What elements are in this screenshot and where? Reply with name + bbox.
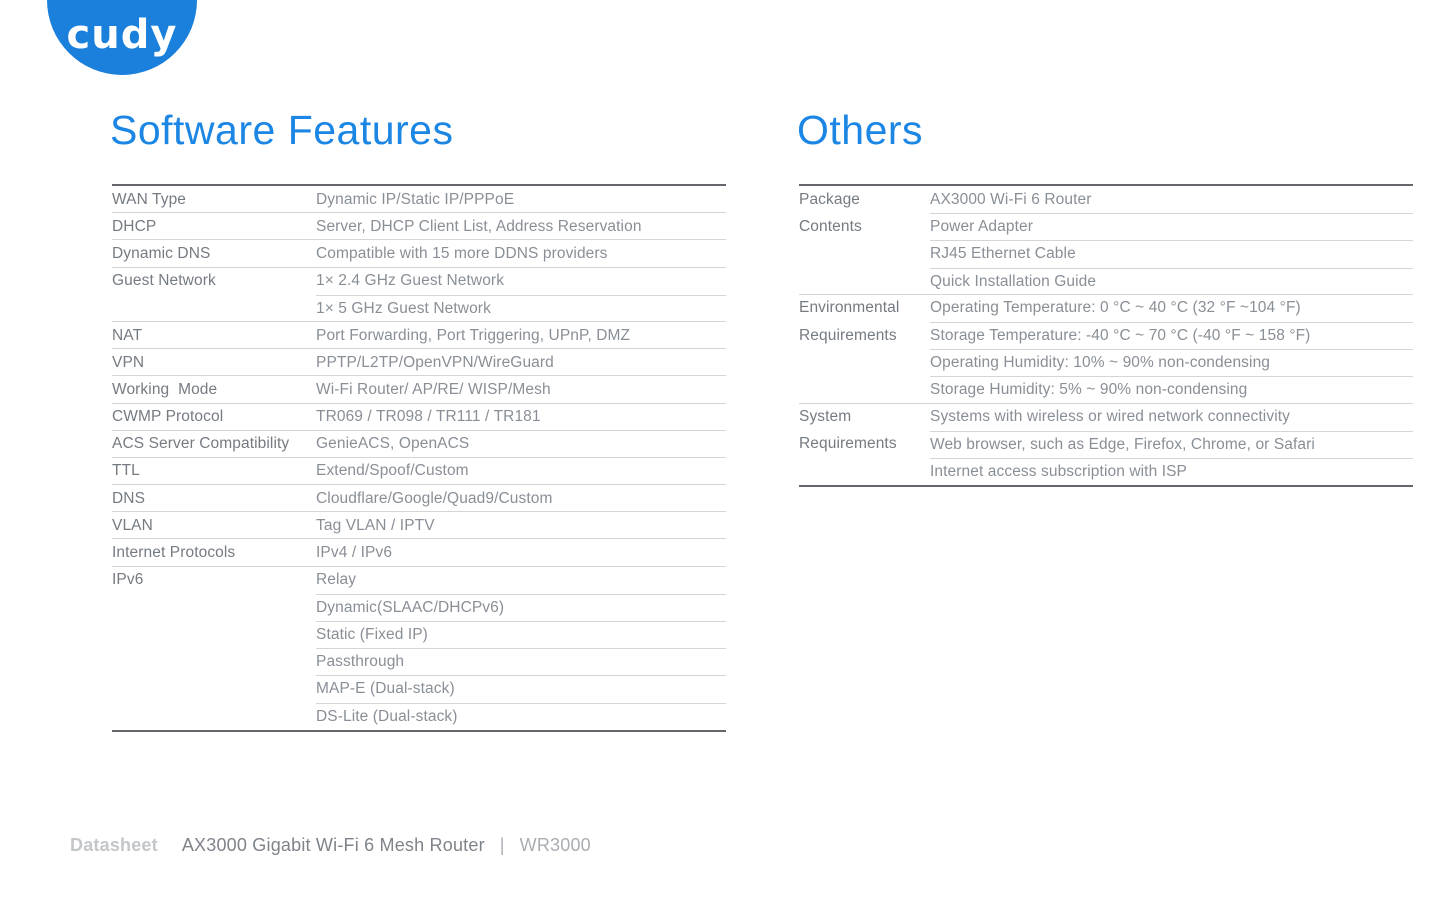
row-value: Storage Temperature: -40 °C ~ 70 °C (-40 °F ~ 158 °F) [930,327,1311,345]
row-label [112,376,316,403]
label-line: Dynamic DNS [112,244,211,262]
cudy-logo [47,0,197,75]
label-line: System [799,408,852,426]
table-row [930,349,1413,376]
spec-group [112,375,726,403]
spec-group [799,403,1413,486]
table-row [316,404,726,431]
table-row [316,295,726,322]
row-value: Static (Fixed IP) [316,626,428,644]
group-rows [316,322,726,349]
row-value: Passthrough [316,653,405,671]
row-label [799,295,930,404]
footer-separator: | [499,835,505,855]
group-rows [316,349,726,376]
footer [70,835,591,856]
row-value: Tag VLAN / IPTV [316,516,435,534]
spec-group [112,484,726,512]
label-line: DHCP [112,217,157,235]
row-label [112,539,316,566]
table-row [930,431,1413,458]
label-line: DNS [112,489,146,507]
row-value: MAP-E (Dual-stack) [316,680,455,698]
row-value: Operating Humidity: 10% ~ 90% non-condensing [930,354,1271,372]
row-label [112,349,316,376]
label-line: Requirements [799,435,897,453]
row-value: Cloudflare/Google/Quad9/Custom [316,489,553,507]
label-line: Internet Protocols [112,544,236,562]
table-row [316,675,726,702]
row-label [799,186,930,295]
footer-model: WR3000 [519,835,591,855]
label-line: Package [799,190,861,208]
label-line: VLAN [112,516,153,534]
row-value: Storage Humidity: 5% ~ 90% non-condensing [930,381,1248,399]
row-value: Server, DHCP Client List, Address Reservation [316,217,642,235]
table-row [316,458,726,485]
label-line: ACS Server Compatibility [112,435,290,453]
spec-group [112,321,726,349]
footer-doc-type: Datasheet [70,835,158,855]
table-row [316,648,726,675]
group-rows [316,240,726,267]
row-label [112,404,316,431]
row-value: DS-Lite (Dual-stack) [316,707,458,725]
row-label [112,322,316,349]
table-row [316,485,726,512]
row-value: GenieACS, OpenACS [316,435,470,453]
group-rows [316,404,726,431]
label-line: Requirements [799,326,897,344]
table-row [316,376,726,403]
row-value: Power Adapter [930,218,1033,236]
table-row [930,322,1413,349]
table-row [316,431,726,458]
row-value: AX3000 Wi-Fi 6 Router [930,190,1092,208]
label-line: IPv6 [112,571,144,589]
group-rows [316,485,726,512]
group-rows [316,213,726,240]
row-value: RJ45 Ethernet Cable [930,245,1076,263]
others-table [799,184,1413,487]
group-rows [316,376,726,403]
label-line: CWMP Protocol [112,408,224,426]
spec-group [112,511,726,539]
table-row [316,268,726,295]
group-rows [316,186,726,213]
table-row [316,703,726,730]
label-line: WAN Type [112,190,187,208]
section-title-software-features: Software Features [110,107,454,153]
table-row [316,186,726,213]
row-label [112,213,316,240]
row-value: Port Forwarding, Port Triggering, UPnP, DMZ [316,326,631,344]
spec-group [799,294,1413,404]
table-row [316,539,726,566]
table-row [316,512,726,539]
table-row [316,240,726,267]
row-label [112,512,316,539]
section-title-others: Others [797,107,924,153]
row-value: Quick Installation Guide [930,272,1097,290]
label-line: VPN [112,353,145,371]
table-row [316,349,726,376]
spec-group [112,267,726,322]
row-value: PPTP/L2TP/OpenVPN/WireGuard [316,353,554,371]
table-row [316,213,726,240]
row-label [112,485,316,512]
table-row [316,322,726,349]
group-rows [316,431,726,458]
table-row [930,186,1413,213]
group-rows [316,567,726,730]
row-label [112,431,316,458]
row-value: Systems with wireless or wired network connectivity [930,408,1290,426]
group-rows [316,268,726,322]
row-value: Dynamic(SLAAC/DHCPv6) [316,598,505,616]
row-value: Extend/Spoof/Custom [316,462,469,480]
group-rows [316,458,726,485]
row-value: Compatible with 15 more DDNS providers [316,244,608,262]
group-rows [930,404,1413,486]
spec-group [112,457,726,485]
row-label [112,240,316,267]
row-value: 1× 2.4 GHz Guest Network [316,272,505,290]
spec-group [112,239,726,267]
spec-group [112,403,726,431]
table-row [316,567,726,594]
row-value: 1× 5 GHz Guest Network [316,299,491,317]
row-label [112,567,316,730]
label-line: Environmental [799,299,900,317]
spec-group [112,348,726,376]
group-rows [316,512,726,539]
footer-product-name: AX3000 Gigabit Wi-Fi 6 Mesh Router [181,835,485,855]
row-value: Relay [316,571,357,589]
table-row [316,621,726,648]
spec-group [112,212,726,240]
group-rows [930,186,1413,295]
spec-group [112,566,726,730]
group-rows [930,295,1413,404]
table-row [930,404,1413,431]
label-line: TTL [112,462,140,480]
row-value: IPv4 / IPv6 [316,544,393,562]
label-line: Guest Network [112,272,216,290]
group-rows [316,539,726,566]
spec-group [112,430,726,458]
cudy-logo-text: cudy [66,12,178,58]
row-value: Internet access subscription with ISP [930,462,1187,480]
table-row [930,458,1413,485]
row-label [112,458,316,485]
spec-group [799,186,1413,295]
software-features-table [112,184,726,732]
label-line: Contents [799,217,862,235]
row-value: Dynamic IP/Static IP/PPPoE [316,190,515,208]
table-row [930,268,1413,295]
table-row [930,376,1413,403]
label-line: NAT [112,326,143,344]
table-row [930,295,1413,322]
row-value: Operating Temperature: 0 °C ~ 40 °C (32 °F ~104 °F) [930,299,1301,317]
row-value: Wi-Fi Router/ AP/RE/ WISP/Mesh [316,380,551,398]
table-row [316,594,726,621]
table-row [930,240,1413,267]
spec-group [112,186,726,213]
label-line: Working Mode [112,380,218,398]
row-label [112,268,316,322]
row-value: TR069 / TR098 / TR111 / TR181 [316,408,541,426]
spec-group [112,538,726,566]
row-label [799,404,930,486]
row-label [112,186,316,213]
row-value: Web browser, such as Edge, Firefox, Chrome, or Safari [930,435,1315,453]
table-row [930,213,1413,240]
